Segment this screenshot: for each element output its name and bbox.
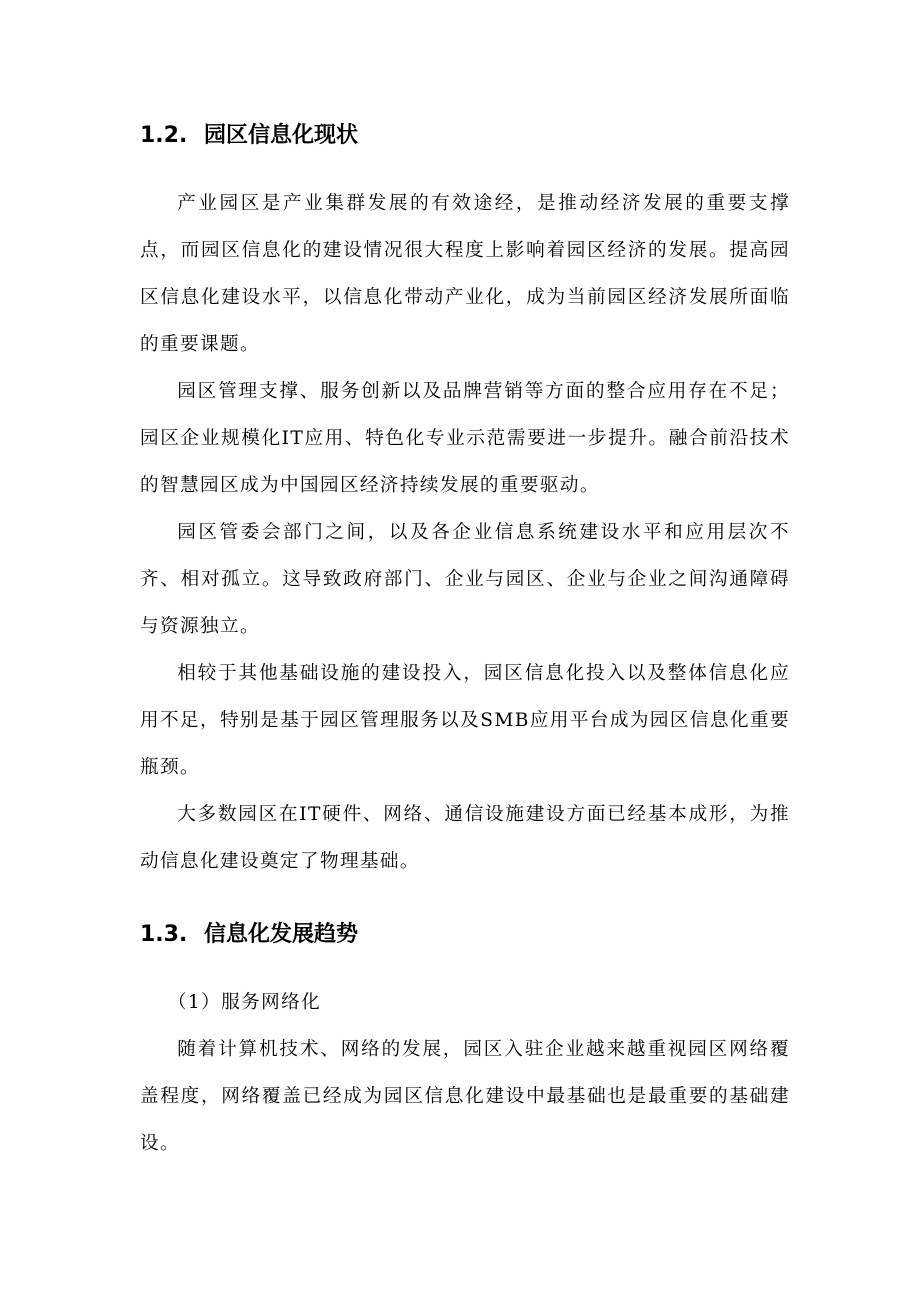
section-title: 园区信息化现状	[204, 123, 359, 148]
document-body	[140, 112, 790, 1167]
paragraph: 随着计算机技术、网络的发展，园区入驻企业越来越重视园区网络覆盖程度，网络覆盖已经成为园区信息化建设中最基础也是最重要的基础建设。	[140, 1039, 790, 1154]
section-heading-1-2	[140, 112, 790, 160]
paragraph: 园区管委会部门之间，以及各企业信息系统建设水平和应用层次不齐、相对孤立。这导致政府部门、企业与园区、企业与企业之间沟通障碍与资源独立。	[140, 522, 790, 637]
paragraph: 大多数园区在IT硬件、网络、通信设施建设方面已经基本成形，为推动信息化建设奠定了物理基础。	[140, 804, 790, 872]
paragraph: 相较于其他基础设施的建设投入，园区信息化投入以及整体信息化应用不足，特别是基于园区管理服务以及SMB应用平台成为园区信息化重要瓶颈。	[140, 663, 790, 778]
section-number: 1.3.	[140, 922, 188, 947]
spacer	[140, 959, 790, 979]
paragraph: 产业园区是产业集群发展的有效途经，是推动经济发展的重要支撑点，而园区信息化的建设情况很大程度上影响着园区经济的发展。提高园区信息化建设水平，以信息化带动产业化，成为当前园区经济发展所面临的重要课题。	[140, 193, 790, 355]
section-number: 1.2.	[140, 123, 188, 148]
spacer	[140, 160, 790, 180]
paragraph: 园区管理支撑、服务创新以及品牌营销等方面的整合应用存在不足；园区企业规模化IT应用、特色化专业示范需要进一步提升。融合前沿技术的智慧园区成为中国园区经济持续发展的重要驱动。	[140, 381, 790, 496]
section-heading-1-3	[140, 911, 790, 959]
subheading: （1）服务网络化	[167, 992, 322, 1013]
section-title: 信息化发展趋势	[204, 922, 359, 947]
spacer	[140, 885, 790, 911]
